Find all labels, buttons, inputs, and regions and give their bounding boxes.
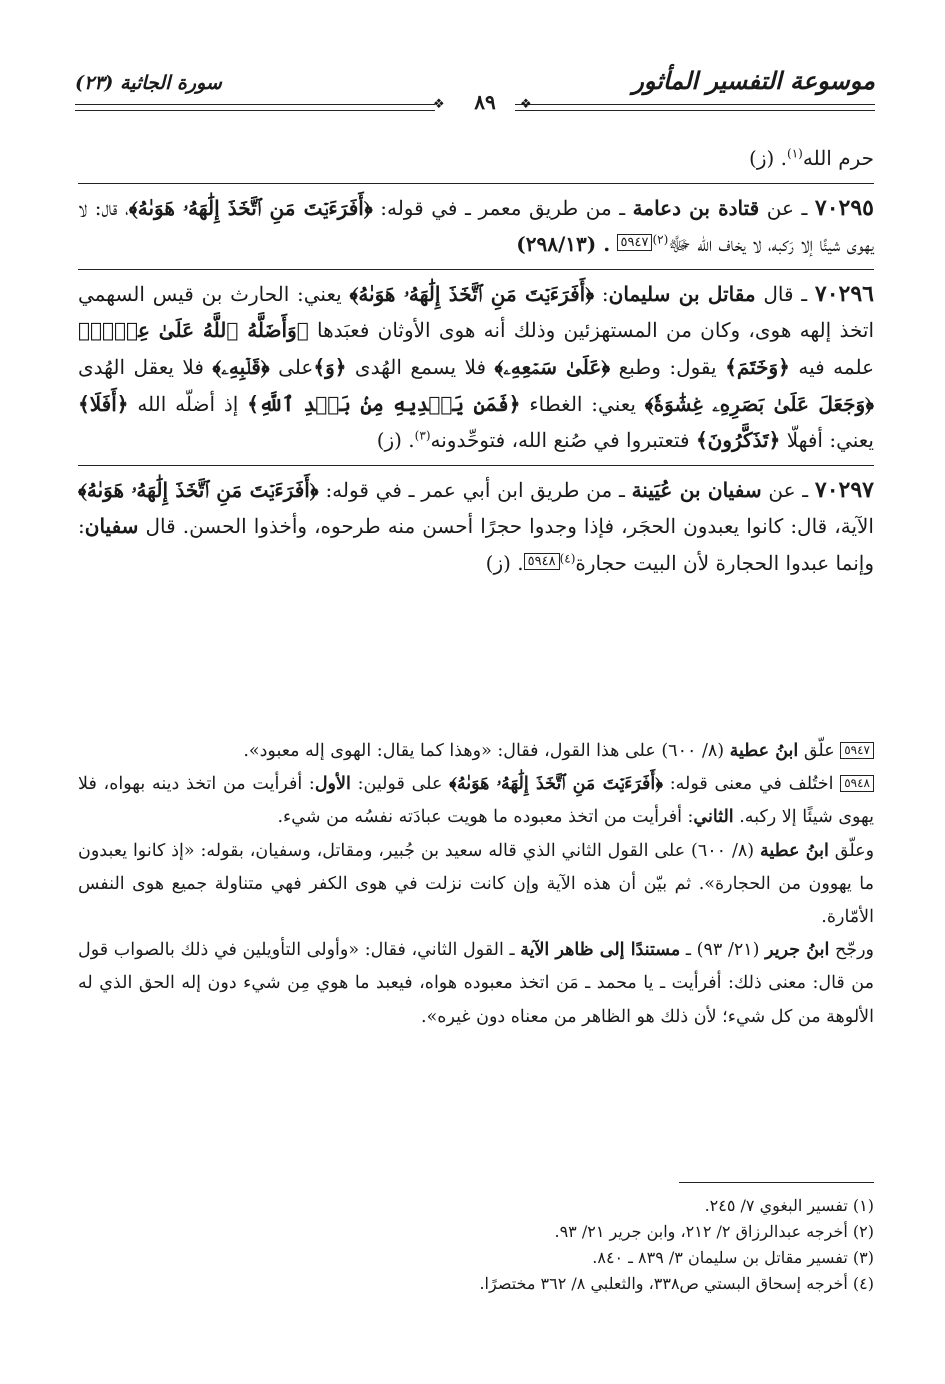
ornament-icon: ❖ <box>433 97 445 112</box>
quran-quote: ﴿تَذَكَّرُونَ﴾ <box>695 428 781 453</box>
narration-number: ٧٠٢٩٧ <box>814 476 874 503</box>
opinion-label: الثاني <box>693 807 734 828</box>
quran-quote: ﴿قَلۡبِهِۦ﴾ <box>212 354 270 379</box>
quran-quote: ﴿وَأَضَلَّهُ ٱللَّهُ عَلَىٰ عِلۡمٖ﴾ <box>78 318 309 343</box>
footnote: (٣) تفسير مقاتل بن سليمان ٣/ ٨٣٩ ـ ٨٤٠. <box>592 1248 874 1267</box>
footnote-marker: (٤) <box>559 551 576 566</box>
scholar-name: ابنُ جرير <box>765 940 830 961</box>
narration-70295: ٧٠٢٩٥ ـ عن قتادة بن دعامة ـ من طريق معمر ـ في قوله: ﴿أَفَرَءَيۡتَ مَنِ ٱتَّخَذَ إِلَٰهَهُۥ هَوَىٰهُ﴾، قال: لا يهوى شيئًا إلا رَكبه، لا يخاف الله ﷻ$^{(٢)}$٥٩٤٧ . (٢٩٨/١٣) <box>78 194 874 257</box>
footnote: (٤) أخرجه إسحاق البستي ص٣٣٨، والثعلبي ٨/ ٣٦٢ مختصرًا. <box>479 1274 874 1293</box>
commentary-5948: ٥٩٤٨ اختُلف في معنى قوله: ﴿أَفَرَءَيۡتَ مَنِ ٱتَّخَذَ إِلَٰهَهُۥ هَوَىٰهُ﴾ على قولين: الأول: أفرأيت من اتخذ دينه بهواه، فلا يهوى شيئًا إلا ركبه. الثاني: أفرأيت من اتخذ معبوده ما هويت عبادَته نفسُه من شيء. <box>78 774 874 828</box>
commentary-ref-box: ٥٩٤٧ <box>617 234 653 251</box>
footnote: (٢) أخرجه عبدالرزاق ٢/ ٢١٢، وابن جرير ٢١/ ٩٣. <box>554 1222 874 1241</box>
book-title: موسوعة التفسير المأثور <box>632 66 875 95</box>
quran-quote: ﴿وَ﴾ <box>313 354 347 379</box>
quran-quote: ﴿أَفَرَءَيۡتَ مَنِ ٱتَّخَذَ إِلَٰهَهُۥ هَوَىٰهُ﴾ <box>78 477 319 502</box>
quran-quote: ﴿وَخَتَمَ﴾ <box>725 354 790 379</box>
commentary-ref-box: ٥٩٤٨ <box>524 553 560 570</box>
commentary-paragraph: ورجّح ابنُ جرير (٢١/ ٩٣) ـ مستندًا إلى ظاهر الآية ـ القول الثاني، فقال: «وأولى التأويلين في ذلك بالصواب قول من قال: معنى ذلك: أفرأيت ـ يا محمد ـ مَن اتخذ معبوده هواه، فيعبد ما هوي مِن شيء دون إله الحق الذي له الألوهة من كل شيء؛ لأن ذلك هو الظاهر من معناه دون غيره». <box>78 940 874 1027</box>
footnote-marker: (٣) <box>414 428 431 443</box>
commentary-ref-box: ٥٩٤٨ <box>840 775 874 792</box>
narrator-name: سفيان بن عُيَينة <box>631 477 762 502</box>
separator <box>78 183 874 184</box>
quran-quote: ﴿أَفَرَءَيۡتَ مَنِ ٱتَّخَذَ إِلَٰهَهُۥ هَوَىٰهُ﴾ <box>349 281 595 306</box>
opinion-label: الأول <box>314 774 351 795</box>
commentary-ref-box: ٥٩٤٧ <box>840 742 874 759</box>
commentary-section <box>78 735 874 1034</box>
footnote-rule <box>679 1182 874 1183</box>
footnote-marker: (١) <box>787 146 803 161</box>
commentary-paragraph: وعلّق ابنُ عطية (٨/ ٦٠٠) على القول الثاني الذي قاله سعيد بن جُبير، ومقاتل، وسفيان، بقوله: «إذ كانوا يعبدون ما يهوون من الحجارة». ثم بيّن أن هذه الآية وإن كانت نزلت في هوى الكفر فهي متناولة جميع هوى النفس الأمّارة. <box>78 840 875 928</box>
scholar-name: ابنُ عطية <box>759 840 829 861</box>
page-number: ٨٩ <box>474 90 496 114</box>
main-text <box>78 140 874 588</box>
emphasis-text: مستندًا إلى ظاهر الآية <box>520 940 681 961</box>
volume-ref: . (٢٩٨/١٣) <box>516 232 611 257</box>
header-rule-left <box>75 104 435 111</box>
quran-quote: ﴿أَفَرَءَيۡتَ مَنِ ٱتَّخَذَ إِلَٰهَهُۥ هَوَىٰهُ﴾ <box>128 195 373 220</box>
narration-number: ٧٠٢٩٦ <box>814 280 874 307</box>
ornament-icon: ❖ <box>520 97 532 112</box>
narration-70296: ٧٠٢٩٦ ـ قال مقاتل بن سليمان: ﴿أَفَرَءَيۡتَ مَنِ ٱتَّخَذَ إِلَٰهَهُۥ هَوَىٰهُ﴾ يعني: الحارث بن قيس السهمي اتخذ إلهه هوى، وكان من المستهزئين وذلك أنه هوى الأوثان فعبَدها ﴿وَأَضَلَّهُ ٱللَّهُ عَلَىٰ عِلۡمٖ﴾ علمه فيه ﴿وَخَتَمَ﴾ يقول: وطبع ﴿عَلَىٰ سَمۡعِهِۦ﴾ فلا يسمع الهُدى ﴿وَ﴾على ﴿قَلۡبِهِۦ﴾ فلا يعقل الهُدى ﴿وَجَعَلَ عَلَىٰ بَصَرِهِۦ غِشَٰوَةٗ﴾ يعني: الغطاء ﴿فَمَن يَهۡدِيهِ مِنۢ بَعۡدِ ٱللَّهِ﴾ إذ أضلّه الله ﴿أَفَلَا﴾ يعني: أفهلّا ﴿تَذَكَّرُونَ﴾ فتعتبروا في صُنع الله، فتوحِّدونه$^{(٣)}$. (ز) <box>78 280 875 453</box>
scholar-name: ابنُ عطية <box>729 741 799 761</box>
narrator-name: مقاتل بن سليمان <box>608 281 756 306</box>
narrator-name: قتادة بن دعامة <box>632 195 760 220</box>
separator <box>78 465 874 466</box>
footnote-marker: (٢) <box>652 232 669 247</box>
separator <box>78 269 874 270</box>
quran-quote: ﴿عَلَىٰ سَمۡعِهِۦ﴾ <box>494 354 611 379</box>
narration-70297: ٧٠٢٩٧ ـ عن سفيان بن عُيَينة ـ من طريق ابن أبي عمر ـ في قوله: ﴿أَفَرَءَيۡتَ مَنِ ٱتَّخَذَ إِلَٰهَهُۥ هَوَىٰهُ﴾ الآية، قال: كانوا يعبدون الحجَر، فإذا وجدوا حجرًا أحسن منه طرحوه، وأخذوا الحسن. قال سفيان: وإنما عبدوا الحجارة لأن البيت حجارة$^{(٤)}$٥٩٤٨. (ز) <box>78 476 874 575</box>
continuation-paragraph: حرم الله$^{(١)}$. (ز) <box>749 146 874 170</box>
footnote: (١) تفسير البغوي ٧/ ٢٤٥. <box>704 1196 874 1215</box>
header-rule-right <box>515 104 875 111</box>
quran-quote: ﴿فَمَن يَهۡدِيهِ مِنۢ بَعۡدِ ٱللَّهِ﴾ <box>247 391 521 416</box>
quran-quote: ﴿أَفَرَءَيۡتَ مَنِ ٱتَّخَذَ إِلَٰهَهُۥ هَوَىٰهُ﴾ <box>449 774 663 795</box>
narrator-name: سفيان <box>84 514 139 539</box>
surah-title: سورة الجاثية (٢٣) <box>75 72 222 94</box>
commentary-5947: ٥٩٤٧ علّق ابنُ عطية (٨/ ٦٠٠) على هذا القول، فقال: «وهذا كما يقال: الهوى إله معبود». <box>78 735 874 768</box>
footnotes <box>78 1193 874 1297</box>
page-header <box>75 62 875 122</box>
narration-number: ٧٠٢٩٥ <box>814 194 874 221</box>
quran-quote: ﴿أَفَلَا﴾ <box>78 391 129 416</box>
quran-quote: ﴿وَجَعَلَ عَلَىٰ بَصَرِهِۦ غِشَٰوَةٗ﴾ <box>644 391 875 416</box>
